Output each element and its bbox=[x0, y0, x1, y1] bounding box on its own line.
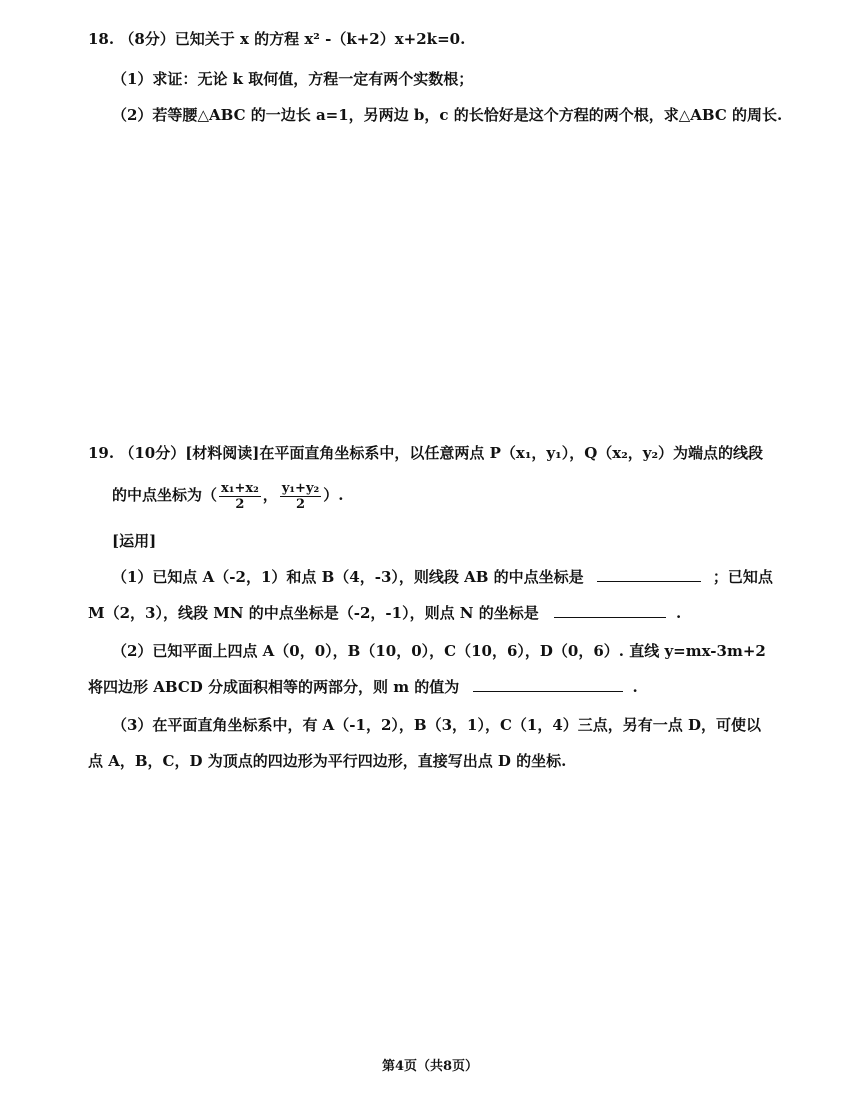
formula-comma: ， bbox=[262, 486, 278, 504]
q19-part1-line2 bbox=[88, 602, 820, 624]
q19-part1-end: . bbox=[675, 604, 682, 622]
q19-part3-line1: （3）在平面直角坐标系中，有 A（-1，2），B（3，1），C（1，4）三点，另有一点 D，可使以 bbox=[112, 716, 761, 734]
fraction-y bbox=[280, 481, 321, 512]
fraction-x-denominator: 2 bbox=[235, 496, 245, 512]
q19-part2-line2 bbox=[88, 676, 820, 698]
q19-stem: 19. （10分）[材料阅读]在平面直角坐标系中，以任意两点 P（x₁，y₁），Q（x₂，y₂）为端点的线段 bbox=[88, 444, 764, 462]
answer-blank-ab-midpoint[interactable] bbox=[597, 567, 701, 582]
section-application: [运用] bbox=[112, 532, 157, 550]
q19-part1-line1 bbox=[112, 566, 820, 588]
q18-part1: （1）求证：无论 k 取何值，方程一定有两个实数根； bbox=[112, 70, 474, 88]
q19-part2-text-b: 将四边形 ABCD 分成面积相等的两部分，则 m 的值为 bbox=[88, 678, 460, 696]
q18-part2: （2）若等腰△ABC 的一边长 a=1，另两边 b，c 的长恰好是这个方程的两个根，求△ABC 的周长. bbox=[112, 106, 783, 124]
midpoint-prefix: 的中点坐标为（ bbox=[112, 486, 218, 504]
q19-part3-line2: 点 A，B，C，D 为顶点的四边形为平行四边形，直接写出点 D 的坐标. bbox=[88, 752, 567, 770]
fraction-x bbox=[219, 481, 261, 512]
fraction-x-numerator: x₁+x₂ bbox=[221, 480, 259, 496]
midpoint-suffix: ）. bbox=[323, 486, 344, 504]
q19-midpoint-formula bbox=[112, 478, 820, 512]
q19-part1-text-b: ；已知点 bbox=[712, 568, 773, 586]
q19-part1-text-c: M（2，3），线段 MN 的中点坐标是（-2，-1），则点 N 的坐标是 bbox=[88, 604, 539, 622]
answer-blank-point-n[interactable] bbox=[554, 603, 666, 618]
q18-stem: 18. （8分）已知关于 x 的方程 x² -（k+2）x+2k=0. bbox=[88, 30, 466, 48]
q19-part2-end: . bbox=[632, 678, 638, 696]
q19-part1-text-a: （1）已知点 A（-2，1）和点 B（4，-3），则线段 AB 的中点坐标是 bbox=[112, 568, 584, 586]
page-number-footer: 第4页（共8页） bbox=[381, 1059, 479, 1074]
fraction-y-denominator: 2 bbox=[295, 496, 306, 512]
fraction-y-numerator: y₁+y₂ bbox=[281, 480, 320, 496]
q19-part2-line1: （2）已知平面上四点 A（0，0），B（10，0），C（10，6），D（0，6）. 直线 y=mx-3m+2 bbox=[112, 642, 766, 660]
answer-blank-m-value[interactable] bbox=[473, 677, 623, 692]
